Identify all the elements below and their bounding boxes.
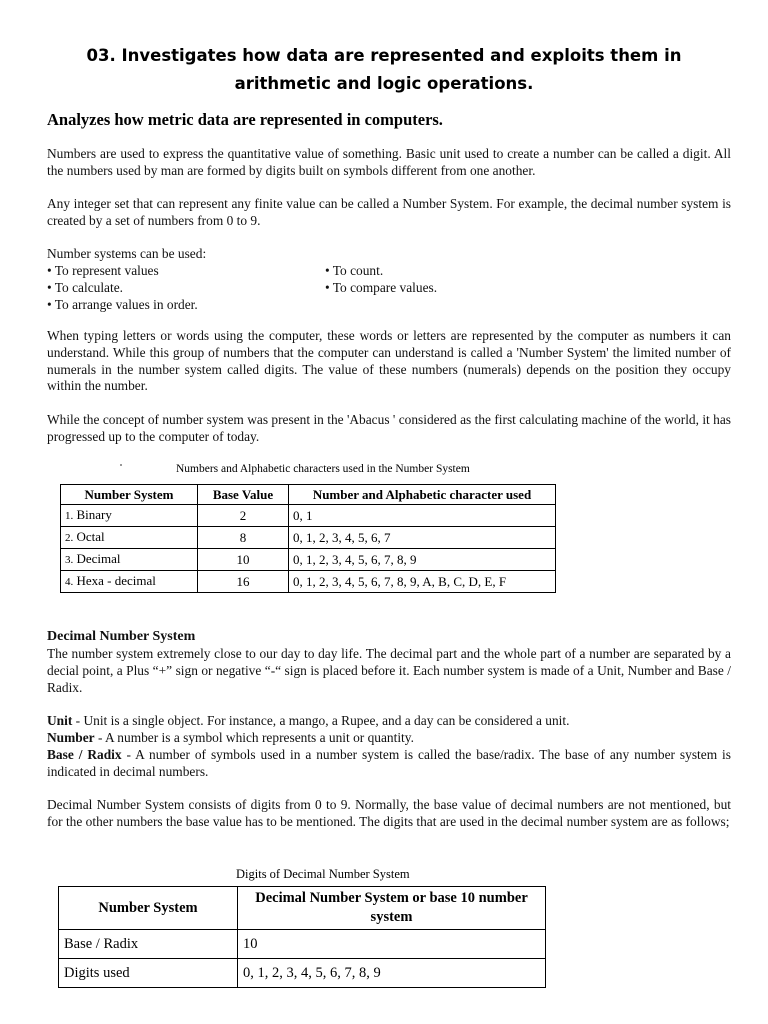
paragraph-number-system: Any integer set that can represent any finite value can be called a Number System. For example, the decimal number system is created by a set of numbers from 0 to 9. [47, 196, 731, 228]
document-title: 03. Investigates how data are represented and exploits them in arithmetic and logic operations. [86, 46, 682, 93]
number-systems-table [60, 484, 556, 593]
row-value-cell: 0, 1, 2, 3, 4, 5, 6, 7, 8, 9 [238, 959, 546, 988]
table-row [59, 959, 546, 988]
system-name: Binary [76, 507, 112, 522]
definition-base-radix [47, 747, 731, 781]
characters-cell: 0, 1, 2, 3, 4, 5, 6, 7, 8, 9 [289, 549, 556, 571]
decimal-digits-table [58, 886, 546, 988]
base-value-cell: 16 [198, 571, 289, 593]
column-header: Decimal Number System or base 10 number system [238, 887, 546, 930]
definition-term: Number [47, 730, 95, 745]
definition-term: Base / Radix [47, 747, 122, 762]
definition-text: - A number of symbols used in a number system is called the base/radix. The base of any number system is indicated in decimal numbers. [47, 747, 731, 779]
definition-unit [47, 713, 731, 730]
section-heading: Analyzes how metric data are represented in computers. [47, 110, 443, 129]
column-header: Number System [61, 485, 198, 505]
table-row [61, 527, 556, 549]
column-header: Number and Alphabetic character used [289, 485, 556, 505]
system-name-cell [61, 505, 198, 527]
table-header-row [61, 485, 556, 505]
table-row [61, 549, 556, 571]
table-row [61, 571, 556, 593]
table-row [61, 505, 556, 527]
system-name-cell [61, 527, 198, 549]
bullet-item: • To count. [325, 263, 384, 278]
system-name-cell [61, 571, 198, 593]
row-number: 1. [65, 510, 74, 522]
column-header: Number System [59, 887, 238, 930]
system-name: Hexa - decimal [76, 573, 156, 588]
row-label-cell: Base / Radix [59, 930, 238, 959]
characters-cell: 0, 1, 2, 3, 4, 5, 6, 7, 8, 9, A, B, C, D, E, F [289, 571, 556, 593]
table-header-row [59, 887, 546, 930]
row-number: 3. [65, 554, 74, 566]
definition-term: Unit [47, 713, 73, 728]
decimal-section-heading: Decimal Number System [47, 629, 196, 644]
definition-text: - A number is a symbol which represents a unit or quantity. [94, 730, 414, 745]
base-value-cell: 10 [198, 549, 289, 571]
bullet-item: • To arrange values in order. [47, 297, 198, 312]
characters-cell: 0, 1 [289, 505, 556, 527]
definition-text: - Unit is a single object. For instance, a mango, a Rupee, and a day can be considered a unit. [72, 713, 570, 728]
table1-caption: Numbers and Alphabetic characters used in the Number System [176, 463, 470, 475]
bullet-item: • To compare values. [325, 280, 438, 295]
system-name: Octal [76, 529, 105, 544]
paragraph-digits: Numbers are used to express the quantitative value of something. Basic unit used to create a number can be called a digit. All the numbers used by man are formed by digits built on symbols different from one another. [47, 146, 731, 178]
column-header: Base Value [198, 485, 289, 505]
table-row [59, 930, 546, 959]
paragraph-computer-representation: When typing letters or words using the computer, these words or letters are represented by the computer as numbers it can understand. While this group of numbers that the computer can understand is called a 'Number System' the limited number of numerals in the number system called digits. The value of these numbers (numerals) depends on the position they occupy within the number. [47, 328, 731, 394]
row-value-cell: 10 [238, 930, 546, 959]
row-number: 4. [65, 576, 74, 588]
row-label-cell: Digits used [59, 959, 238, 988]
base-value-cell: 2 [198, 505, 289, 527]
system-name-cell [61, 549, 198, 571]
table2-caption: Digits of Decimal Number System [236, 867, 410, 881]
paragraph-abacus: While the concept of number system was present in the 'Abacus ' considered as the first calculating machine of the world, it has progressed up to the computer of today. [47, 412, 731, 444]
definition-number [47, 730, 731, 747]
system-name: Decimal [76, 551, 121, 566]
row-number: 2. [65, 532, 74, 544]
uses-intro: Number systems can be used: [47, 246, 207, 261]
base-value-cell: 8 [198, 527, 289, 549]
bullet-item: • To calculate. [47, 280, 124, 295]
scan-mark [120, 464, 122, 466]
paragraph-decimal-intro: The number system extremely close to our day to day life. The decimal part and the whole part of a number are separated by a decial point, a Plus “+” sign or negative “-“ sign is placed before it. Each number system is made of a Unit, Number and Base / Radix. [47, 646, 731, 695]
characters-cell: 0, 1, 2, 3, 4, 5, 6, 7 [289, 527, 556, 549]
bullet-item: • To represent values [47, 263, 159, 278]
paragraph-decimal-digits: Decimal Number System consists of digits from 0 to 9. Normally, the base value of decimal numbers are not mentioned, but for the other numbers the base value has to be mentioned. The digits that are used in the decimal number system are as follows; [47, 797, 731, 829]
